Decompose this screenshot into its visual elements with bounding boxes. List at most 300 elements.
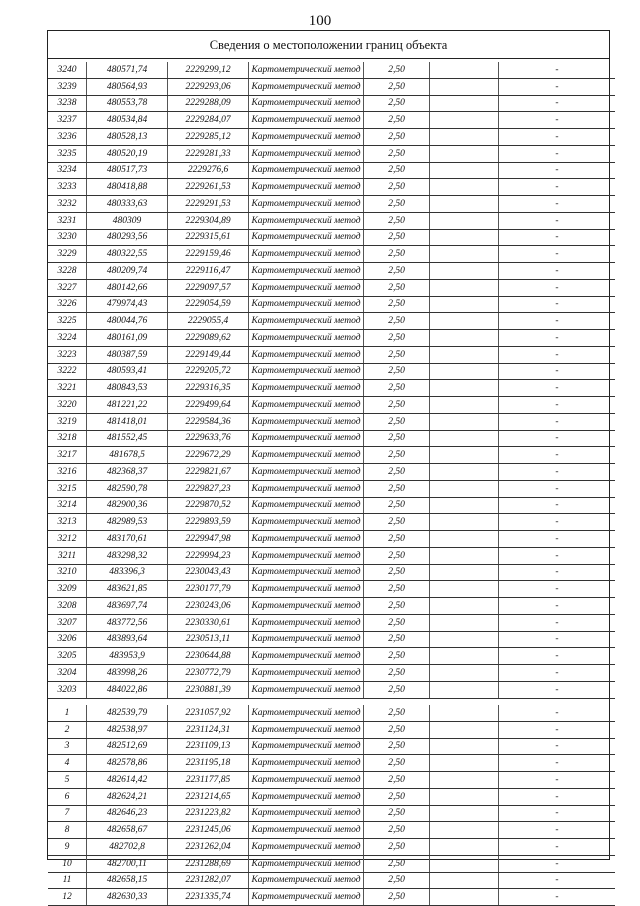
coord-y-cell: 2230644,88 [168,648,249,665]
precision-cell: 2,50 [364,346,430,363]
description-cell: - [499,614,616,631]
table-row [48,397,615,414]
method-cell: Картометрический метод [249,738,364,755]
table-row [48,196,615,213]
table-row [48,564,615,581]
point-number-cell: 3235 [48,145,87,162]
extra-col-cell [430,839,499,856]
table-heading: Сведения о местоположении границ объекта [48,31,609,59]
precision-cell: 2,50 [364,855,430,872]
coord-x-cell: 480142,66 [87,279,168,296]
coord-y-cell: 2229261,53 [168,179,249,196]
method-cell: Картометрический метод [249,598,364,615]
precision-cell: 2,50 [364,212,430,229]
coord-y-cell: 2231335,74 [168,889,249,906]
boundary-table-frame [47,30,610,903]
coord-y-cell: 2229304,89 [168,212,249,229]
coord-x-cell: 480553,78 [87,95,168,112]
precision-cell: 2,50 [364,872,430,889]
extra-col-cell [430,598,499,615]
precision-cell: 2,50 [364,263,430,280]
extra-col-cell [430,413,499,430]
precision-cell: 2,50 [364,839,430,856]
precision-cell: 2,50 [364,246,430,263]
coord-y-cell: 2229285,12 [168,129,249,146]
method-cell: Картометрический метод [249,196,364,213]
extra-col-cell [430,263,499,280]
table-row [48,246,615,263]
extra-col-cell [430,145,499,162]
point-number-cell: 3239 [48,78,87,95]
method-cell: Картометрический метод [249,229,364,246]
description-cell: - [499,514,616,531]
table-row [48,313,615,330]
precision-cell: 2,50 [364,430,430,447]
coord-y-cell: 2229281,33 [168,145,249,162]
coord-y-cell: 2229827,23 [168,480,249,497]
coord-y-cell: 2231288,69 [168,855,249,872]
point-number-cell: 3206 [48,631,87,648]
table-row [48,598,615,615]
description-cell: - [499,564,616,581]
coord-y-cell: 2229499,64 [168,397,249,414]
precision-cell: 2,50 [364,229,430,246]
extra-col-cell [430,129,499,146]
table-row [48,229,615,246]
table-row [48,464,615,481]
coord-x-cell: 483621,85 [87,581,168,598]
precision-cell: 2,50 [364,413,430,430]
extra-col-cell [430,78,499,95]
coord-x-cell: 483893,64 [87,631,168,648]
method-cell: Картометрический метод [249,665,364,682]
description-cell: - [499,755,616,772]
table-row [48,62,615,78]
coord-y-cell: 2229055,4 [168,313,249,330]
point-number-cell: 3240 [48,62,87,78]
coord-x-cell: 482989,53 [87,514,168,531]
table-row [48,78,615,95]
table-row [48,212,615,229]
coord-y-cell: 2230243,06 [168,598,249,615]
precision-cell: 2,50 [364,547,430,564]
point-number-cell: 12 [48,889,87,906]
description-cell: - [499,480,616,497]
coord-y-cell: 2230043,43 [168,564,249,581]
coord-x-cell: 482630,33 [87,889,168,906]
extra-col-cell [430,162,499,179]
coord-x-cell: 480564,93 [87,78,168,95]
table-row [48,480,615,497]
description-cell: - [499,263,616,280]
coord-y-cell: 2231195,18 [168,755,249,772]
method-cell: Картометрический метод [249,279,364,296]
point-number-cell: 3219 [48,413,87,430]
coord-y-cell: 2231214,65 [168,788,249,805]
description-cell: - [499,296,616,313]
coord-x-cell: 482700,11 [87,855,168,872]
point-number-cell: 3238 [48,95,87,112]
method-cell: Картометрический метод [249,855,364,872]
precision-cell: 2,50 [364,738,430,755]
method-cell: Картометрический метод [249,212,364,229]
table-row [48,179,615,196]
precision-cell: 2,50 [364,62,430,78]
coord-x-cell: 480293,56 [87,229,168,246]
table-row [48,112,615,129]
table-row [48,296,615,313]
point-number-cell: 3217 [48,447,87,464]
method-cell: Картометрический метод [249,464,364,481]
coord-y-cell: 2231245,06 [168,822,249,839]
method-cell: Картометрический метод [249,631,364,648]
coord-y-cell: 2229276,6 [168,162,249,179]
method-cell: Картометрический метод [249,129,364,146]
extra-col-cell [430,246,499,263]
extra-col-cell [430,62,499,78]
coord-y-cell: 2229159,46 [168,246,249,263]
coord-x-cell: 483697,74 [87,598,168,615]
point-number-cell: 3208 [48,598,87,615]
description-cell: - [499,805,616,822]
precision-cell: 2,50 [364,665,430,682]
description-cell: - [499,531,616,548]
point-number-cell: 3223 [48,346,87,363]
extra-col-cell [430,614,499,631]
extra-col-cell [430,721,499,738]
coord-x-cell: 481418,01 [87,413,168,430]
point-number-cell: 3205 [48,648,87,665]
description-cell: - [499,162,616,179]
extra-col-cell [430,397,499,414]
point-number-cell: 3227 [48,279,87,296]
coord-x-cell: 482614,42 [87,772,168,789]
precision-cell: 2,50 [364,480,430,497]
coord-y-cell: 2231109,13 [168,738,249,755]
table-row [48,738,615,755]
table-row [48,380,615,397]
extra-col-cell [430,581,499,598]
description-cell: - [499,497,616,514]
method-cell: Картометрический метод [249,547,364,564]
extra-col-cell [430,279,499,296]
description-cell: - [499,705,616,721]
precision-cell: 2,50 [364,145,430,162]
extra-col-cell [430,681,499,698]
extra-col-cell [430,631,499,648]
description-cell: - [499,129,616,146]
description-cell: - [499,95,616,112]
description-cell: - [499,581,616,598]
coord-y-cell: 2230772,79 [168,665,249,682]
coord-y-cell: 2229284,07 [168,112,249,129]
table-row [48,145,615,162]
description-cell: - [499,145,616,162]
table-row [48,665,615,682]
coord-x-cell: 483953,9 [87,648,168,665]
precision-cell: 2,50 [364,78,430,95]
coord-x-cell: 482624,21 [87,788,168,805]
point-number-cell: 1 [48,705,87,721]
point-number-cell: 3207 [48,614,87,631]
point-number-cell: 3215 [48,480,87,497]
method-cell: Картометрический метод [249,788,364,805]
coord-y-cell: 2229054,59 [168,296,249,313]
precision-cell: 2,50 [364,179,430,196]
precision-cell: 2,50 [364,788,430,805]
table-row [48,514,615,531]
extra-col-cell [430,564,499,581]
table-row [48,363,615,380]
coord-x-cell: 482538,97 [87,721,168,738]
point-number-cell: 3211 [48,547,87,564]
extra-col-cell [430,497,499,514]
coord-x-cell: 483298,32 [87,547,168,564]
extra-col-cell [430,346,499,363]
precision-cell: 2,50 [364,531,430,548]
method-cell: Картометрический метод [249,805,364,822]
table-row [48,581,615,598]
point-number-cell: 3229 [48,246,87,263]
coord-x-cell: 482702,8 [87,839,168,856]
point-number-cell: 8 [48,822,87,839]
table-row [48,721,615,738]
precision-cell: 2,50 [364,755,430,772]
coord-y-cell: 2229291,53 [168,196,249,213]
table-row [48,788,615,805]
coord-y-cell: 2229994,23 [168,547,249,564]
point-number-cell: 3232 [48,196,87,213]
coord-x-cell: 480387,59 [87,346,168,363]
coord-x-cell: 480333,63 [87,196,168,213]
extra-col-cell [430,196,499,213]
description-cell: - [499,413,616,430]
description-cell: - [499,889,616,906]
coord-x-cell: 480322,55 [87,246,168,263]
table-row [48,631,615,648]
coord-x-cell: 482646,23 [87,805,168,822]
table-row [48,279,615,296]
method-cell: Картометрический метод [249,889,364,906]
table-row [48,531,615,548]
table-row [48,772,615,789]
coord-x-cell: 480418,88 [87,179,168,196]
method-cell: Картометрический метод [249,772,364,789]
description-cell: - [499,721,616,738]
extra-col-cell [430,772,499,789]
coord-x-cell: 483170,61 [87,531,168,548]
coord-y-cell: 2229870,52 [168,497,249,514]
extra-col-cell [430,430,499,447]
table-row [48,413,615,430]
page-number: 100 [308,13,332,29]
table-row [48,839,615,856]
description-cell: - [499,738,616,755]
point-number-cell: 3226 [48,296,87,313]
method-cell: Картометрический метод [249,162,364,179]
point-number-cell: 2 [48,721,87,738]
point-number-cell: 7 [48,805,87,822]
extra-col-cell [430,179,499,196]
coord-y-cell: 2230330,61 [168,614,249,631]
precision-cell: 2,50 [364,514,430,531]
table-row [48,855,615,872]
extra-col-cell [430,738,499,755]
description-cell: - [499,346,616,363]
precision-cell: 2,50 [364,95,430,112]
point-number-cell: 3212 [48,531,87,548]
point-number-cell: 3214 [48,497,87,514]
table-row [48,648,615,665]
coord-y-cell: 2229097,57 [168,279,249,296]
coord-y-cell: 2229316,35 [168,380,249,397]
extra-col-cell [430,547,499,564]
precision-cell: 2,50 [364,497,430,514]
description-cell: - [499,229,616,246]
method-cell: Картометрический метод [249,179,364,196]
precision-cell: 2,50 [364,598,430,615]
method-cell: Картометрический метод [249,581,364,598]
method-cell: Картометрический метод [249,514,364,531]
precision-cell: 2,50 [364,705,430,721]
coord-x-cell: 481552,45 [87,430,168,447]
coord-y-cell: 2231262,04 [168,839,249,856]
extra-col-cell [430,755,499,772]
point-number-cell: 3213 [48,514,87,531]
table-row [48,889,615,906]
method-cell: Картометрический метод [249,614,364,631]
extra-col-cell [430,889,499,906]
point-number-cell: 9 [48,839,87,856]
description-cell: - [499,62,616,78]
description-cell: - [499,447,616,464]
method-cell: Картометрический метод [249,246,364,263]
point-number-cell: 6 [48,788,87,805]
description-cell: - [499,681,616,698]
table-row [48,822,615,839]
precision-cell: 2,50 [364,564,430,581]
coord-x-cell: 480534,84 [87,112,168,129]
extra-col-cell [430,855,499,872]
description-cell: - [499,547,616,564]
extra-col-cell [430,464,499,481]
table-row [48,346,615,363]
point-number-cell: 3231 [48,212,87,229]
extra-col-cell [430,480,499,497]
extra-col-cell [430,514,499,531]
table-row [48,95,615,112]
coord-y-cell: 2229299,12 [168,62,249,78]
description-cell: - [499,464,616,481]
method-cell: Картометрический метод [249,447,364,464]
coord-y-cell: 2229089,62 [168,330,249,347]
point-number-cell: 3233 [48,179,87,196]
method-cell: Картометрический метод [249,564,364,581]
coord-y-cell: 2231177,85 [168,772,249,789]
coord-x-cell: 482512,69 [87,738,168,755]
coord-y-cell: 2229584,36 [168,413,249,430]
method-cell: Картометрический метод [249,531,364,548]
method-cell: Картометрический метод [249,755,364,772]
extra-col-cell [430,363,499,380]
description-cell: - [499,246,616,263]
point-number-cell: 3210 [48,564,87,581]
table-row [48,614,615,631]
precision-cell: 2,50 [364,772,430,789]
coord-x-cell: 480593,41 [87,363,168,380]
coord-x-cell: 481221,22 [87,397,168,414]
coord-x-cell: 481678,5 [87,447,168,464]
coord-y-cell: 2230177,79 [168,581,249,598]
extra-col-cell [430,296,499,313]
description-cell: - [499,665,616,682]
table-row [48,263,615,280]
precision-cell: 2,50 [364,363,430,380]
point-number-cell: 3225 [48,313,87,330]
point-number-cell: 3203 [48,681,87,698]
coord-x-cell: 479974,43 [87,296,168,313]
extra-col-cell [430,788,499,805]
point-number-cell: 11 [48,872,87,889]
precision-cell: 2,50 [364,805,430,822]
extra-col-cell [430,705,499,721]
coord-y-cell: 2229293,06 [168,78,249,95]
extra-col-cell [430,447,499,464]
table-row [48,447,615,464]
coord-x-cell: 482578,86 [87,755,168,772]
description-cell: - [499,397,616,414]
precision-cell: 2,50 [364,581,430,598]
precision-cell: 2,50 [364,721,430,738]
point-number-cell: 3237 [48,112,87,129]
coord-y-cell: 2230881,39 [168,681,249,698]
extra-col-cell [430,330,499,347]
method-cell: Картометрический метод [249,822,364,839]
coord-x-cell: 480571,74 [87,62,168,78]
coord-y-cell: 2229205,72 [168,363,249,380]
extra-col-cell [430,212,499,229]
method-cell: Картометрический метод [249,296,364,313]
coord-x-cell: 483396,3 [87,564,168,581]
method-cell: Картометрический метод [249,480,364,497]
method-cell: Картометрический метод [249,112,364,129]
precision-cell: 2,50 [364,196,430,213]
coord-x-cell: 484022,86 [87,681,168,698]
point-number-cell: 3220 [48,397,87,414]
description-cell: - [499,380,616,397]
coord-y-cell: 2231223,82 [168,805,249,822]
description-cell: - [499,772,616,789]
table-row [48,129,615,146]
precision-cell: 2,50 [364,464,430,481]
point-number-cell: 4 [48,755,87,772]
coord-x-cell: 482658,67 [87,822,168,839]
coord-x-cell: 480309 [87,212,168,229]
precision-cell: 2,50 [364,631,430,648]
extra-col-cell [430,531,499,548]
extra-col-cell [430,95,499,112]
coord-y-cell: 2231282,07 [168,872,249,889]
table-row [48,497,615,514]
coord-y-cell: 2229116,47 [168,263,249,280]
point-number-cell: 3216 [48,464,87,481]
point-number-cell: 3230 [48,229,87,246]
extra-col-cell [430,805,499,822]
precision-cell: 2,50 [364,889,430,906]
description-cell: - [499,330,616,347]
description-cell: - [499,839,616,856]
method-cell: Картометрический метод [249,497,364,514]
